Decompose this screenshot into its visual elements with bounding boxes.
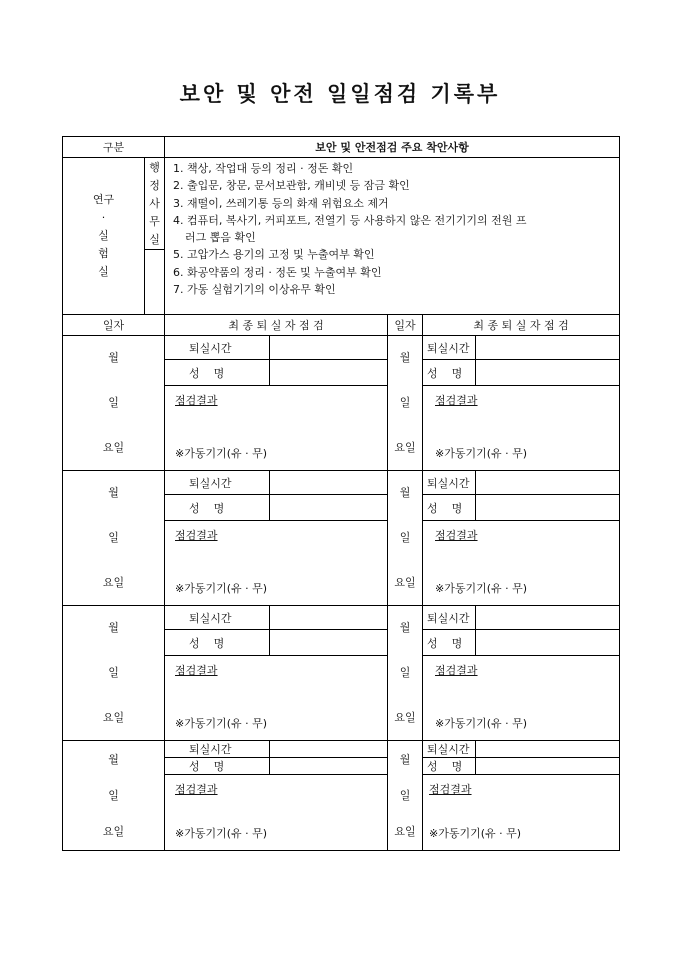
name-input[interactable] (270, 630, 388, 656)
result-label: 점검결과 (175, 529, 218, 542)
result-label: 점검결과 (175, 394, 218, 407)
exit-time-input[interactable] (476, 471, 620, 495)
exit-time-label: 퇴실시간 (165, 741, 270, 758)
name-input[interactable] (476, 360, 620, 386)
result-cell[interactable] (423, 386, 620, 471)
name-label: 성 명 (165, 758, 270, 775)
result-cell[interactable] (165, 656, 388, 741)
exit-time-label: 퇴실시간 (423, 336, 476, 360)
name-input[interactable] (476, 758, 620, 775)
result-cell[interactable] (423, 521, 620, 606)
name-label: 성 명 (423, 758, 476, 775)
result-label: 점검결과 (175, 783, 218, 796)
exit-time-input[interactable] (270, 471, 388, 495)
category-header: 구분 (63, 137, 165, 158)
category-cell (63, 158, 145, 315)
exit-time-label: 퇴실시간 (165, 606, 270, 630)
date-cell-right[interactable]: 월 일 요일 (388, 336, 423, 471)
name-input[interactable] (476, 630, 620, 656)
subcategory-label-4: 무 (149, 215, 160, 228)
exit-time-input[interactable] (270, 741, 388, 758)
main-points-header: 보안 및 안전점검 주요 착안사항 (165, 137, 620, 158)
name-input[interactable] (270, 495, 388, 521)
inspection-table (62, 136, 620, 851)
device-status: ※가동기기(유 · 무) (435, 717, 528, 730)
name-input[interactable] (270, 360, 388, 386)
date-cell-left[interactable]: 월 일 요일 (63, 336, 165, 471)
exit-time-input[interactable] (476, 741, 620, 758)
exit-time-label: 퇴실시간 (423, 471, 476, 495)
exit-time-input[interactable] (476, 606, 620, 630)
device-status: ※가동기기(유 · 무) (429, 827, 522, 840)
name-label: 성 명 (423, 495, 476, 521)
exit-time-input[interactable] (270, 336, 388, 360)
date-cell-left[interactable]: 월 일 요일 (63, 741, 165, 851)
result-cell[interactable] (165, 775, 388, 851)
result-cell[interactable] (423, 775, 620, 851)
checklist-item-2: 2. 출입문, 창문, 문서보관함, 캐비넷 등 잠금 확인 (173, 179, 410, 193)
result-label: 점검결과 (435, 394, 478, 407)
checklist-item-4: 4. 컴퓨터, 복사기, 커피포트, 전열기 등 사용하지 않은 전기기기의 전원 프 (173, 213, 527, 227)
name-input[interactable] (270, 758, 388, 775)
category-label-1: 연구 (92, 193, 115, 206)
date-header-right: 일자 (388, 315, 423, 336)
name-label: 성 명 (165, 630, 270, 656)
name-label: 성 명 (423, 630, 476, 656)
date-cell-left[interactable]: 월 일 요일 (63, 606, 165, 741)
subcategory-label-5: 실 (149, 233, 160, 246)
result-cell[interactable] (423, 656, 620, 741)
result-cell[interactable] (165, 521, 388, 606)
exit-time-input[interactable] (476, 336, 620, 360)
checklist-item-3: 3. 재떨이, 쓰레기통 등의 화재 위험요소 제거 (173, 196, 389, 210)
name-label: 성 명 (165, 360, 270, 386)
checklist-item-7: 7. 가동 실험기기의 이상유무 확인 (173, 283, 336, 297)
final-check-header-left: 최 종 퇴 실 자 점 검 (165, 315, 388, 336)
result-label: 점검결과 (429, 783, 472, 796)
result-label: 점검결과 (435, 529, 478, 542)
exit-time-label: 퇴실시간 (165, 336, 270, 360)
device-status: ※가동기기(유 · 무) (435, 582, 528, 595)
date-cell-right[interactable]: 월 일 요일 (388, 606, 423, 741)
checklist-items (165, 158, 620, 315)
device-status: ※가동기기(유 · 무) (175, 827, 268, 840)
date-cell-right[interactable]: 월 일 요일 (388, 741, 423, 851)
result-label: 점검결과 (435, 664, 478, 677)
category-label-4: 험 (98, 247, 109, 260)
device-status: ※가동기기(유 · 무) (175, 582, 268, 595)
category-label-3: 실 (98, 229, 109, 242)
name-label: 성 명 (423, 360, 476, 386)
checklist-item-5: 5. 고압가스 용기의 고정 및 누출여부 확인 (173, 248, 375, 262)
page-title: 보안 및 안전 일일점검 기록부 (179, 81, 501, 106)
exit-time-label: 퇴실시간 (423, 741, 476, 758)
subcategory-cell (145, 158, 165, 315)
device-status: ※가동기기(유 · 무) (175, 717, 268, 730)
result-label: 점검결과 (175, 664, 218, 677)
exit-time-label: 퇴실시간 (165, 471, 270, 495)
exit-time-input[interactable] (270, 606, 388, 630)
result-cell[interactable] (165, 386, 388, 471)
name-input[interactable] (476, 495, 620, 521)
device-status: ※가동기기(유 · 무) (175, 447, 268, 460)
checklist-item-6: 6. 화공약품의 정리 · 정돈 및 누출여부 확인 (173, 265, 382, 279)
date-header-left: 일자 (63, 315, 165, 336)
device-status: ※가동기기(유 · 무) (435, 447, 528, 460)
subcategory-label-3: 사 (149, 197, 160, 210)
subcategory-label-1: 행 (149, 161, 160, 174)
category-label-5: 실 (98, 265, 109, 278)
category-label-2: · (101, 211, 106, 224)
name-label: 성 명 (165, 495, 270, 521)
date-cell-left[interactable]: 월 일 요일 (63, 471, 165, 606)
exit-time-label: 퇴실시간 (423, 606, 476, 630)
date-cell-right[interactable]: 월 일 요일 (388, 471, 423, 606)
final-check-header-right: 최 종 퇴 실 자 점 검 (423, 315, 620, 336)
subcategory-label-2: 정 (149, 179, 160, 192)
checklist-item-4-cont: 러그 뽑음 확인 (185, 231, 256, 245)
checklist-item-1: 1. 책상, 작업대 등의 정리 · 정돈 확인 (173, 162, 354, 175)
